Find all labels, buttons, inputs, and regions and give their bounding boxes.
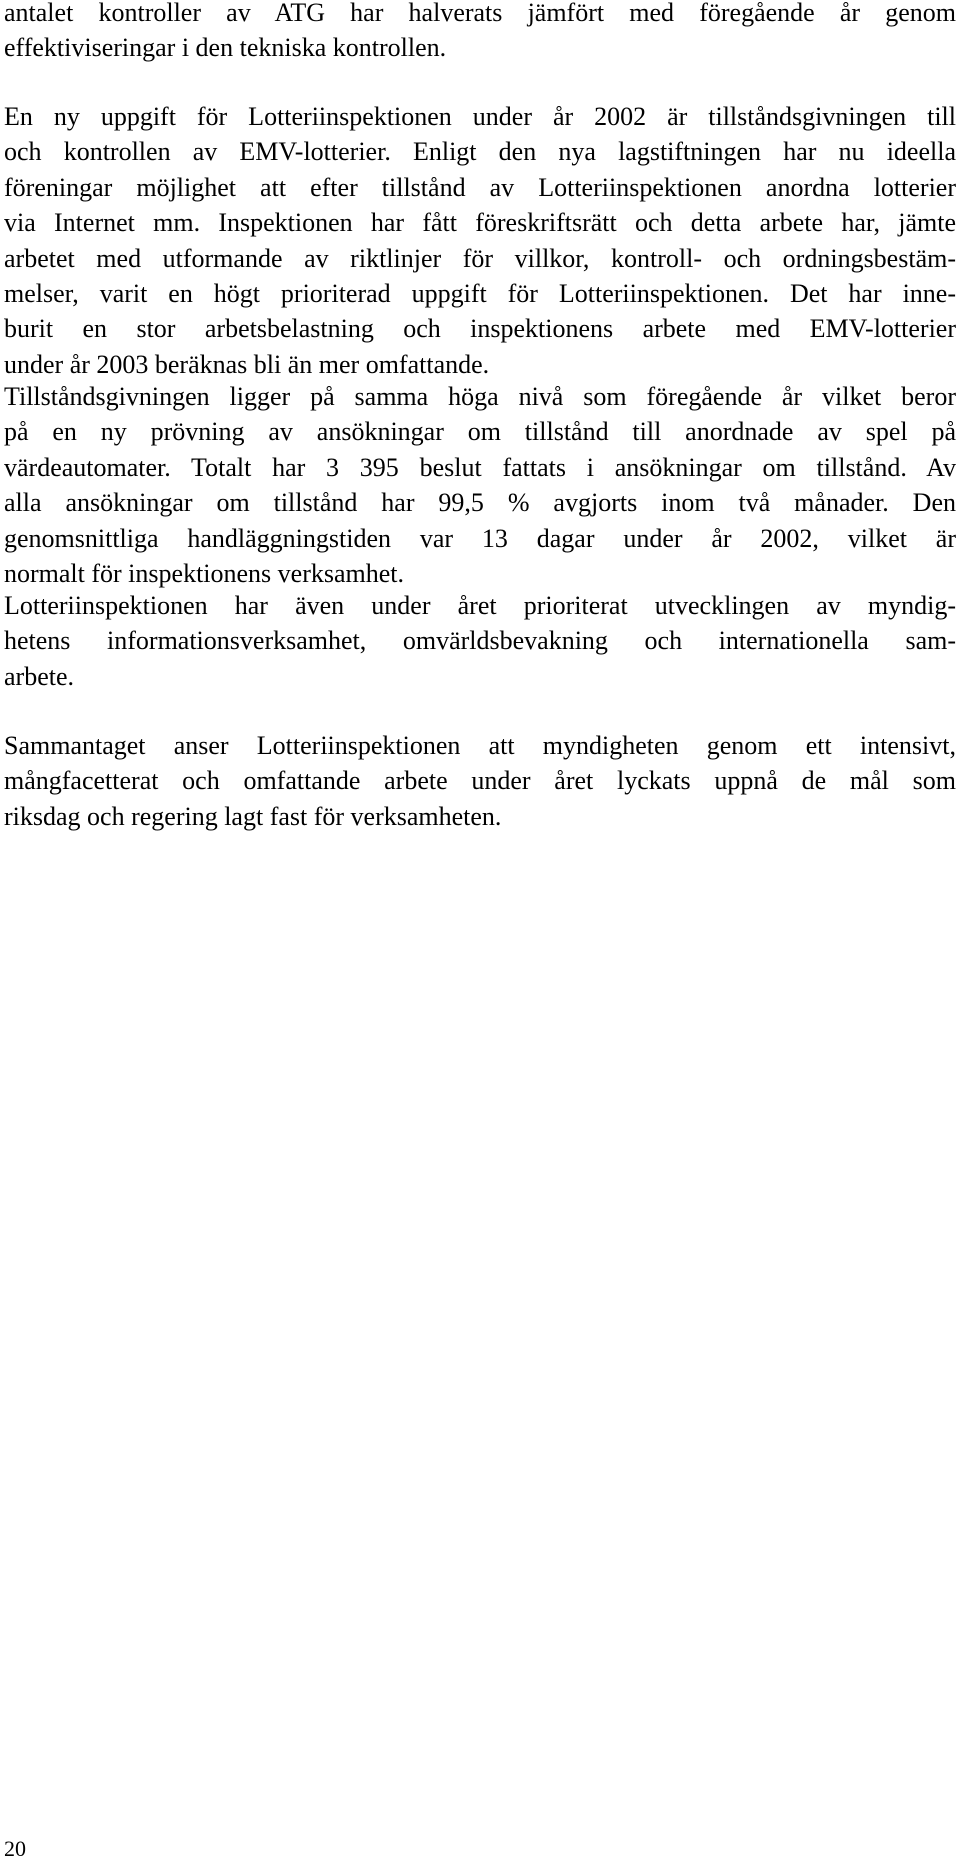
text-line: normalt för inspektionens verksamhet. [4, 559, 405, 589]
text-line: alla ansökningar om tillstånd har 99,5 % avgjorts inom två månader. Den [4, 488, 956, 518]
text-line: och kontrollen av EMV-lotterier. Enligt den nya lagstiftningen har nu ideella [4, 137, 956, 167]
paragraph-atg-control [4, 0, 956, 66]
text-line: melser, varit en högt prioriterad uppgift för Lotteriinspektionen. Det har inne- [4, 279, 956, 309]
text-line: arbete. [4, 661, 75, 691]
text-line: arbetet med utformande av riktlinjer för villkor, kontroll- och ordningsbestäm- [4, 243, 956, 273]
text-line: En ny uppgift för Lotteriinspektionen under år 2002 är tillståndsgivningen till [4, 102, 956, 131]
text-line: antalet kontroller av ATG har halverats jämfört med föregående år genom [4, 0, 956, 27]
text-line: Sammantaget anser Lotteriinspektionen att myndigheten genom ett intensivt, [4, 731, 956, 760]
text-line: under år 2003 beräknas bli än mer omfattande. [4, 349, 490, 379]
page-number: 20 [4, 1836, 26, 1861]
text-line: burit en stor arbetsbelastning och inspektionens arbete med EMV-lotterier [4, 314, 956, 344]
text-line: via Internet mm. Inspektionen har fått föreskriftsrätt och detta arbete har, jämte [4, 208, 956, 238]
text-line: mångfacetterat och omfattande arbete under året lyckats uppnå de mål som [4, 766, 956, 796]
text-line: genomsnittliga handläggningstiden var 13 dagar under år 2002, vilket är [4, 523, 956, 553]
text-line: riksdag och regering lagt fast för verksamheten. [4, 801, 502, 831]
paragraph-information-activities [4, 588, 956, 694]
text-line: Tillståndsgivningen ligger på samma höga nivå som föregående år vilket beror [4, 382, 956, 411]
text-line: Lotteriinspektionen har även under året prioriterat utvecklingen av myndig- [4, 591, 956, 620]
paragraph-emv-lotteries [4, 99, 956, 382]
text-line: föreningar möjlighet att efter tillstånd av Lotteriinspektionen anordna lotterier [4, 172, 956, 202]
text-line: hetens informationsverksamhet, omvärldsbevakning och internationella sam- [4, 626, 956, 656]
paragraph-permit-issuance [4, 379, 956, 591]
paragraph-summary [4, 728, 956, 834]
text-line: på en ny prövning av ansökningar om tillstånd till anordnade av spel på [4, 417, 956, 447]
text-line: effektiviseringar i den tekniska kontrollen. [4, 33, 447, 63]
text-line: värdeautomater. Totalt har 3 395 beslut fattats i ansökningar om tillstånd. Av [4, 452, 956, 482]
